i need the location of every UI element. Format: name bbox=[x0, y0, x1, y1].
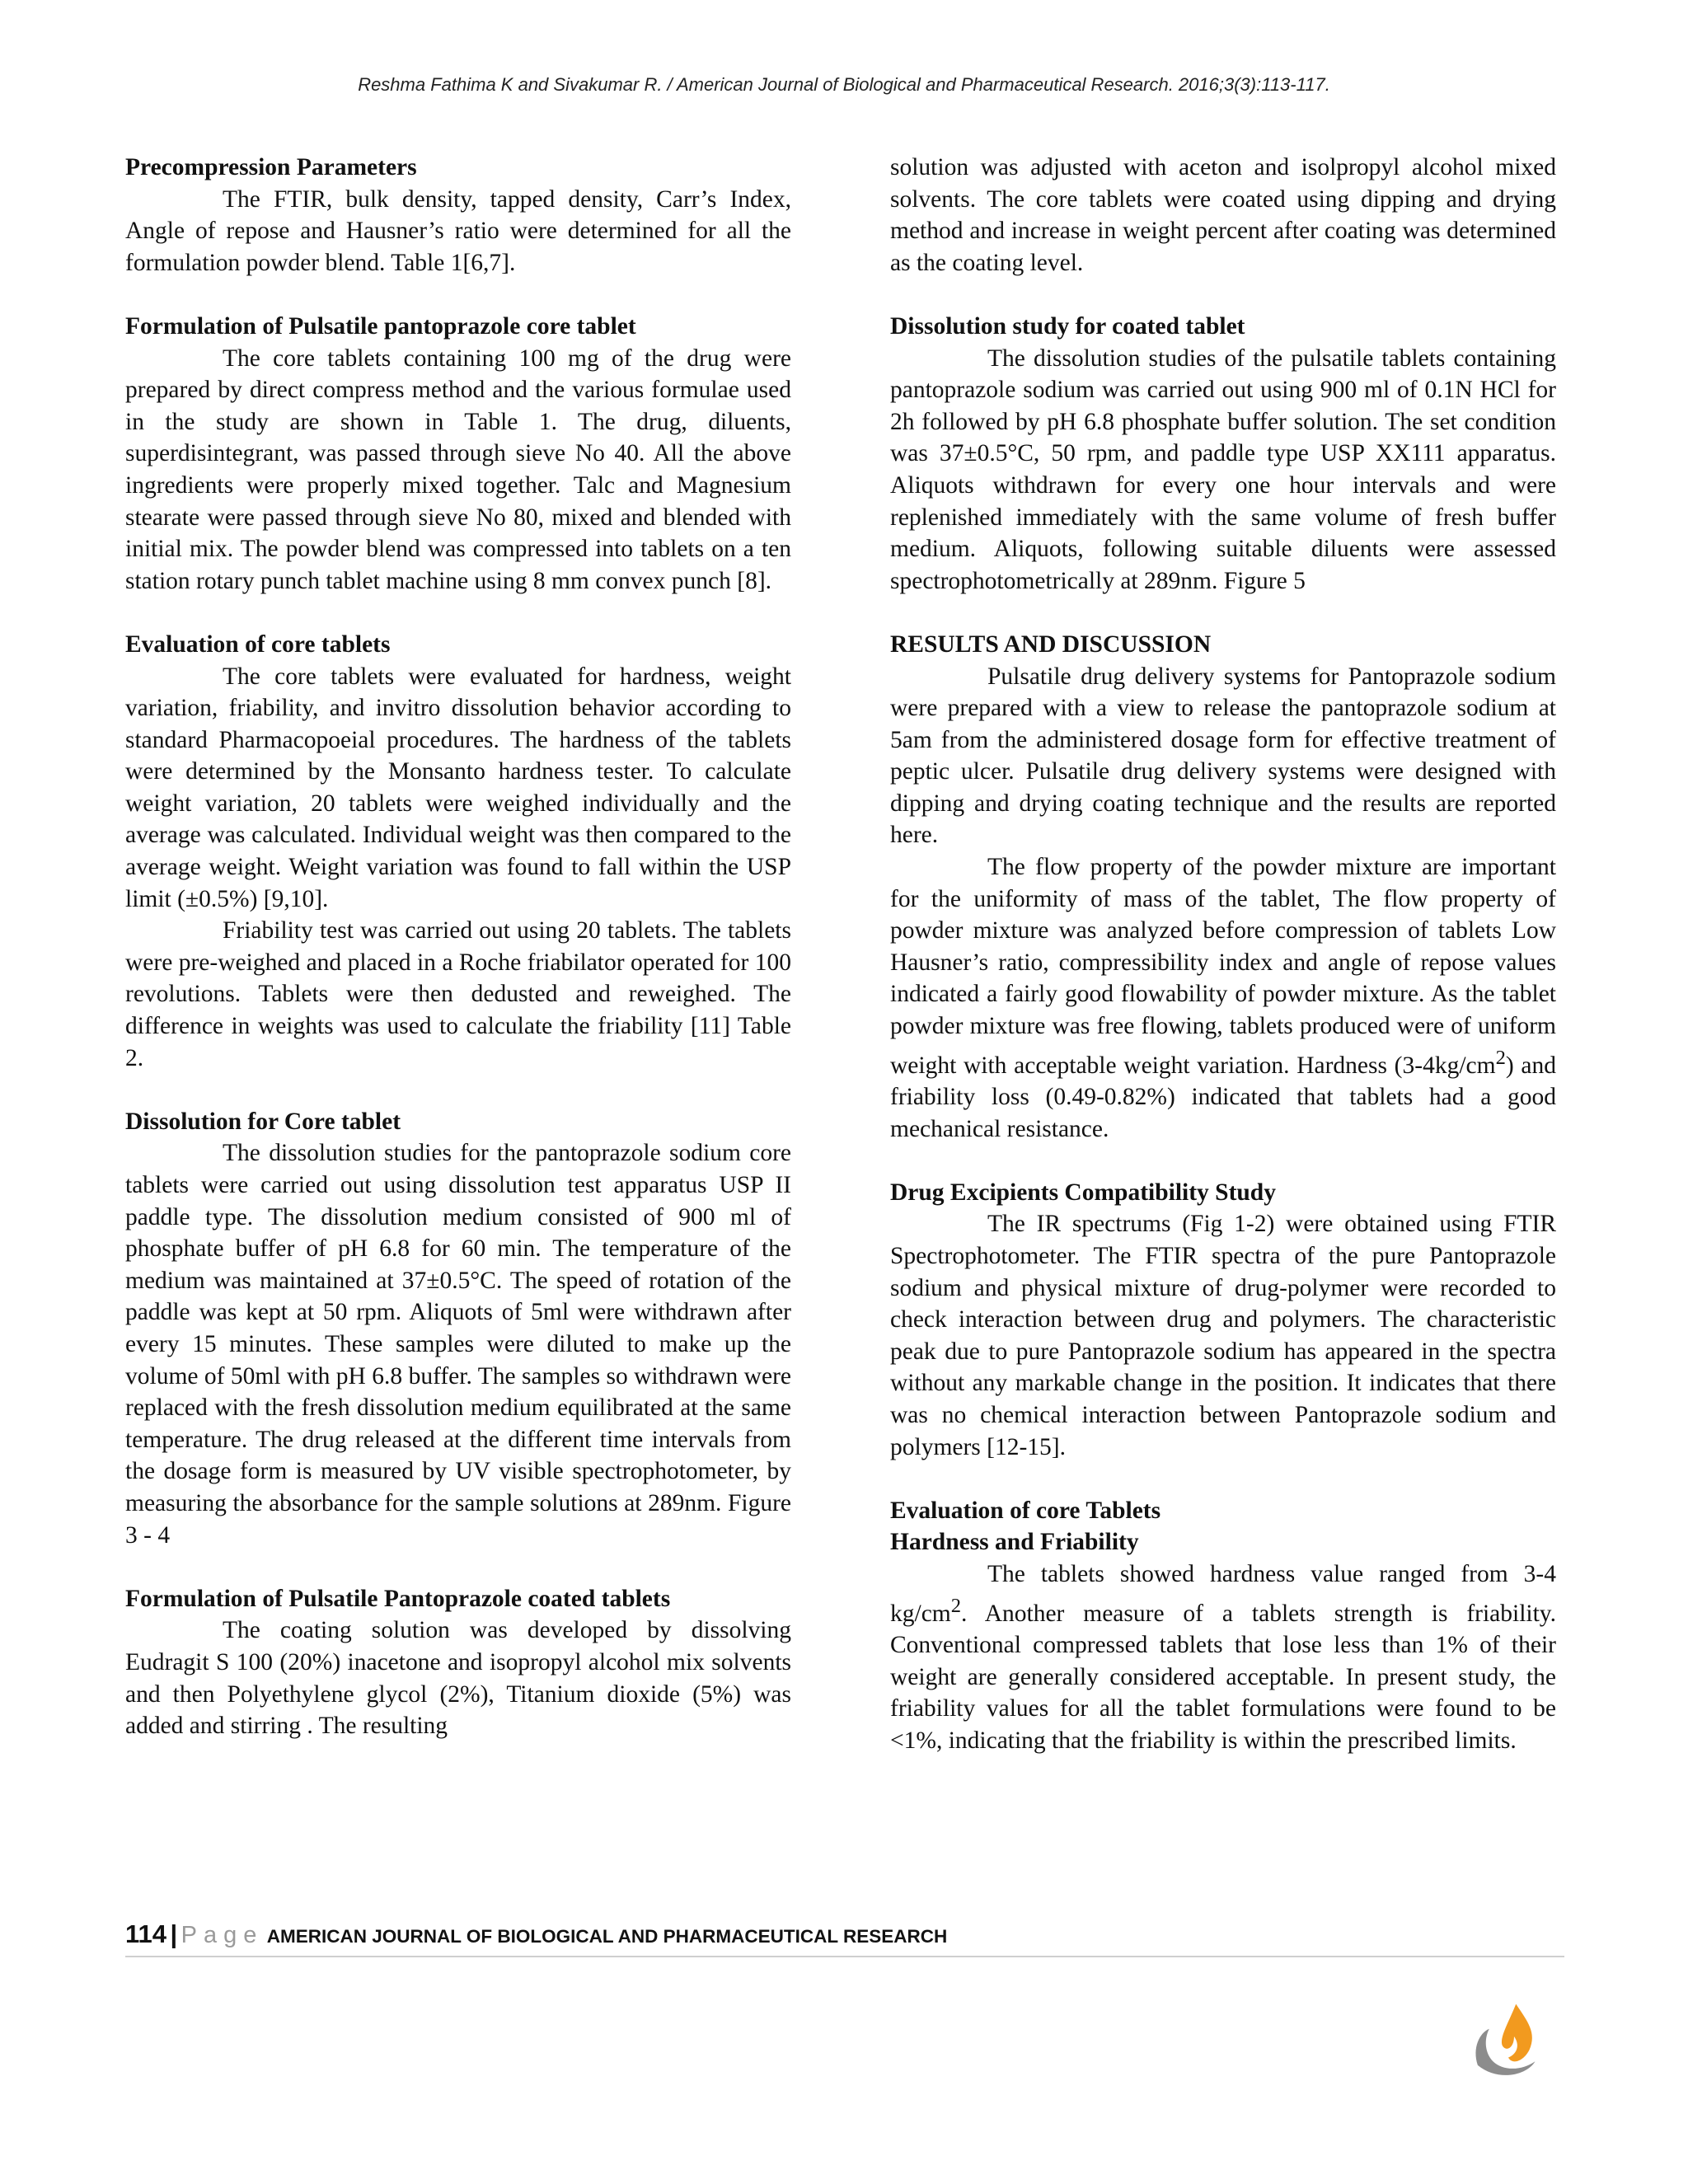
section-heading-results: RESULTS AND DISCUSSION bbox=[890, 630, 1212, 658]
running-header-citation: Reshma Fathima K and Sivakumar R. / American Journal of Biological and Pharmaceutical Research. 2016;3(3):113-117. bbox=[358, 74, 1330, 95]
left-column bbox=[125, 152, 791, 1742]
paragraph-precompression: The FTIR, bulk density, tapped density, Carr’s Index, Angle of repose and Hausner’s ratio were determined for all the formulation powder blend. Table 1[6,7]. bbox=[125, 185, 791, 276]
subheading-hardness-friability: Hardness and Friability bbox=[890, 1529, 1139, 1556]
paragraph-results-intro: Pulsatile drug delivery systems for Pantoprazole sodium were prepared with a view to release the pantoprazole sodium at 5am from the administered dosage form for effective treatment of peptic ulcer. Pulsatile drug delivery systems were designed with dipping and drying coating technique and the results are reported here. bbox=[890, 663, 1556, 849]
section-heading-compatibility: Drug Excipients Compatibility Study bbox=[890, 1179, 1276, 1206]
section-heading-dissolution-core: Dissolution for Core tablet bbox=[125, 1108, 401, 1135]
paragraph-dissolution-core: The dissolution studies for the pantoprazole sodium core tablets were carried out using dissolution test apparatus USP II paddle type. The dissolution medium consisted of 900 ml of phosphate buffer of pH 6.8 for 60 min. The temperature of the medium was maintained at 37±0.5°C. The speed of rotation of the paddle was kept at 50 rpm. Aliquots of 5ml were withdrawn after every 15 minutes. These samples were diluted to make up the volume of 50ml with pH 6.8 buffer. The samples so withdrawn were replaced with the fresh dissolution medium equilibrated at the same temperature. The drug released at the different time intervals from the dosage form is measured by UV visible spectrophotometer, by measuring the absorbance for the sample solutions at 289nm. Figure 3 - 4 bbox=[125, 1140, 791, 1549]
paragraph-friability-test: Friability test was carried out using 20 tablets. The tablets were pre-weighed and placed in a Roche friabilator operated for 100 revolutions. Tablets were then dedusted and reweighed. The difference in weights was used to calculate the friability [11] Table 2. bbox=[125, 917, 791, 1071]
logo-flame bbox=[1502, 2004, 1532, 2062]
superscript: 2 bbox=[950, 1594, 962, 1617]
section-heading-evaluation-core-tablets: Evaluation of core Tablets bbox=[890, 1497, 1161, 1524]
section-heading-core-tablet-formulation: Formulation of Pulsatile pantoprazole core tablet bbox=[125, 312, 636, 340]
paragraph-evaluation-core: The core tablets were evaluated for hardness, weight variation, friability, and invitro dissolution behavior according to standard Pharmacopoeial procedures. The hardness of the tablets were determined by the Monsanto hardness tester. To calculate weight variation, 20 tablets were weighed individually and the average was calculated. Individual weight was then compared to the average weight. Weight variation was found to fall within the USP limit (±0.5%) [9,10]. bbox=[125, 663, 791, 912]
paragraph-dissolution-coated: The dissolution studies of the pulsatile tablets containing pantoprazole sodium was carried out using 900 ml of 0.1N HCl for 2h followed by pH 6.8 phosphate buffer solution. The set condition was 37±0.5°C, 50 rpm, and paddle type USP XX111 apparatus. Aliquots withdrawn for every one hour intervals and were replenished immediately with the same volume of fresh buffer medium. Aliquots, following suitable diluents were assessed spectrophotometrically at 289nm. Figure 5 bbox=[890, 344, 1556, 594]
page-number: 114 bbox=[125, 1919, 167, 1948]
page-label: Page bbox=[181, 1922, 264, 1948]
paragraph-flow-property bbox=[890, 851, 1556, 1145]
paragraph-coated-tablets: The coating solution was developed by dissolving Eudragit S 100 (20%) inacetone and isopropyl alcohol mix solvents and then Polyethylene glycol (2%), Titanium dioxide (5%) was added and stirring . The resulting bbox=[125, 1617, 791, 1740]
flow-property-text: The flow property of the powder mixture are important for the uniformity of mass of the tablet, The flow property of powder mixture was analyzed before compression of tablets Low Hausner’s ratio, compressibility index and angle of repose values indicated a fairly good flowability of powder mixture. As the tablet powder mixture was free flowing, tablets produced were of uniform weight with acceptable weight variation. Hardness (3-4kg/cm bbox=[890, 854, 1556, 1079]
section-heading-evaluation-core: Evaluation of core tablets bbox=[125, 630, 391, 658]
hardness-text: The tablets showed hardness value ranged from 3-4 kg/cm bbox=[890, 1560, 1556, 1627]
page-footer bbox=[125, 1919, 1564, 1957]
journal-logo-icon bbox=[1461, 1994, 1556, 2090]
superscript: 2 bbox=[1495, 1046, 1506, 1069]
right-column bbox=[890, 152, 1556, 1756]
footer-journal-name: AMERICAN JOURNAL OF BIOLOGICAL AND PHARMACEUTICAL RESEARCH bbox=[266, 1926, 948, 1947]
footer-separator: | bbox=[170, 1919, 178, 1948]
section-heading-dissolution-coated: Dissolution study for coated tablet bbox=[890, 312, 1245, 340]
flow-property-text-cont: ) and friability loss (0.49-0.82%) indicated that tablets had a good mechanical resistance. bbox=[890, 1052, 1556, 1142]
paragraph-compatibility: The IR spectrums (Fig 1-2) were obtained using FTIR Spectrophotometer. The FTIR spectra of the pure Pantoprazole sodium and physical mixture of drug-polymer were recorded to check interaction between drug and polymers. The characteristic peak due to pure Pantoprazole sodium has appeared in the spectra without any markable change in the position. It indicates that there was no chemical interaction between Pantoprazole sodium and polymers [12-15]. bbox=[890, 1211, 1556, 1460]
paragraph-hardness-friability bbox=[890, 1558, 1556, 1756]
paragraph-coating-continued: solution was adjusted with aceton and isolpropyl alcohol mixed solvents. The core tablets were coated using dipping and drying method and increase in weight percent after coating was determined as the coating level. bbox=[890, 154, 1556, 276]
paragraph-core-tablet-formulation: The core tablets containing 100 mg of the drug were prepared by direct compress method and the various formulae used in the study are shown in Table 1. The drug, diluents, superdisintegrant, was passed through sieve No 40. All the above ingredients were properly mixed together. Talc and Magnesium stearate were passed through sieve No 80, mixed and blended with initial mix. The powder blend was compressed into tablets on a ten station rotary punch tablet machine using 8 mm convex punch [8]. bbox=[125, 344, 791, 594]
hardness-text-cont: . Another measure of a tablets strength is friability. Conventional compressed tablets that lose less than 1% of their weight are generally considered acceptable. In present study, the friability values for all the tablet formulations were found to be <1%, indicating that the friability is within the prescribed limits. bbox=[890, 1600, 1556, 1754]
section-heading-precompression: Precompression Parameters bbox=[125, 154, 417, 180]
section-heading-coated-tablets: Formulation of Pulsatile Pantoprazole coated tablets bbox=[125, 1585, 671, 1612]
